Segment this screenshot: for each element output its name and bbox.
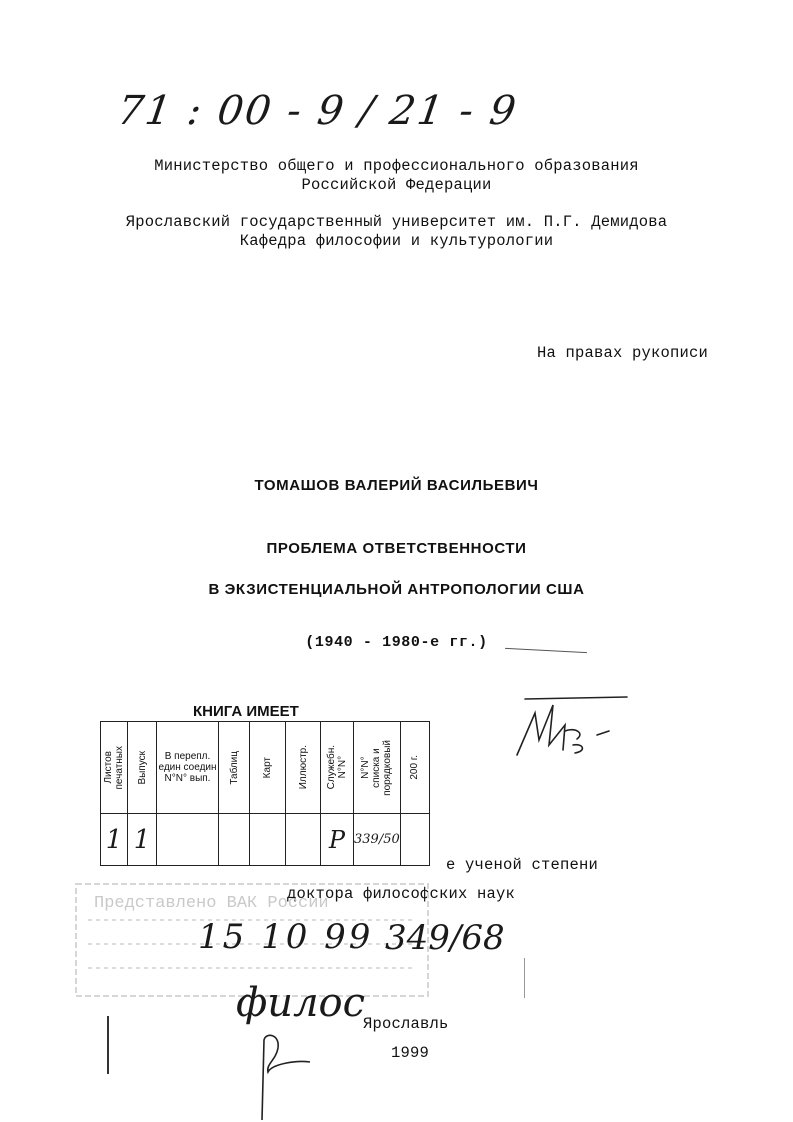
faint-stamp-text: Представлено ВАК России [94, 894, 329, 913]
title-line-1: ПРОБЛЕМА ОТВЕТСТВЕННОСТИ [266, 540, 527, 557]
handwritten-ref: 349/68 [385, 918, 505, 958]
title-line-2: В ЭКЗИСТЕНЦИАЛЬНОЙ АНТРОПОЛОГИИ США [208, 581, 585, 598]
stamp-value-maps [250, 814, 286, 866]
stamp-value-issue: 1 [128, 814, 157, 866]
stamp-value-illustrations [286, 814, 321, 866]
handwritten-word: филос [236, 980, 366, 1026]
city: Ярославль [363, 1015, 449, 1033]
stamp-col-maps: Карт [262, 756, 273, 779]
stamp-value-service: Р [321, 814, 354, 866]
year: 1999 [391, 1044, 430, 1062]
degree-line-2: доктора философских наук [287, 885, 516, 903]
title-years: (1940 - 1980-е гг.) [305, 634, 488, 651]
ministry-line-1: Министерство общего и профессионального образования [154, 157, 639, 175]
handwritten-code: 71 : 00 - 9 / 21 - 9 [114, 88, 521, 134]
stamp-value-tables [219, 814, 250, 866]
department-name: Кафедра философии и культурологии [239, 232, 554, 250]
stamp-col-issue: Выпуск [136, 750, 148, 785]
stamp-col-year: 200 г. [409, 755, 421, 780]
handwritten-date: 15 10 99 [198, 917, 374, 957]
stamp-col-tables: Таблиц [228, 750, 240, 785]
ministry-line-2: Российской Федерации [301, 176, 492, 194]
stamp-col-sheets: Листов печатных [103, 745, 125, 790]
stamp-col-service: Служебн. N°N° [326, 745, 348, 790]
scan-line-right [524, 958, 525, 998]
scan-line-left [107, 1016, 109, 1074]
bottom-scribble-icon [250, 1028, 320, 1122]
university-name: Ярославский государственный университет им. П.Г. Демидова [125, 213, 668, 231]
signature-icon [505, 695, 635, 775]
stamp-title: КНИГА ИМЕЕТ [193, 703, 299, 720]
stamp-value-year [400, 814, 429, 866]
degree-line-1: е ученой степени [446, 856, 599, 874]
library-stamp-table [100, 721, 430, 866]
stamp-value-binding [157, 814, 219, 866]
stamp-value-list: 339/50 [354, 814, 401, 866]
manuscript-rights: На правах рукописи [537, 344, 709, 362]
stamp-value-sheets: 1 [101, 814, 128, 866]
stamp-col-list: N°N° списка и порядковый [360, 739, 394, 796]
stamp-col-illustrations: Иллюстр. [297, 745, 309, 790]
stamp-col-binding: В перепл. един соедин N°N° вып. [158, 751, 217, 784]
author-name: ТОМАШОВ ВАЛЕРИЙ ВАСИЛЬЕВИЧ [254, 477, 539, 494]
